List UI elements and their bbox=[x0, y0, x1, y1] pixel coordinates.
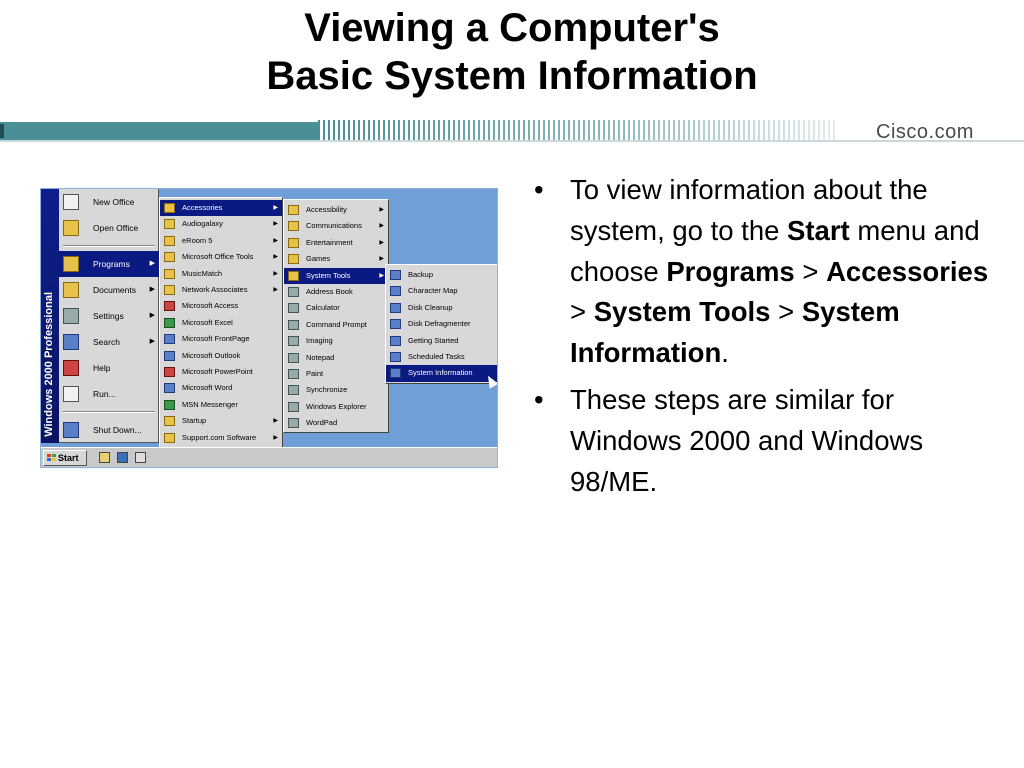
program-icon bbox=[390, 336, 401, 346]
menu-item-label: Microsoft Word bbox=[182, 383, 233, 393]
folder-icon bbox=[164, 219, 175, 229]
help-book-icon bbox=[63, 360, 79, 376]
start-button-label: Start bbox=[58, 453, 79, 463]
menu-separator bbox=[63, 411, 155, 413]
programs-item-support-com-software[interactable] bbox=[160, 430, 282, 446]
desktop-icon[interactable] bbox=[99, 452, 110, 463]
menu-item-label: Audiogalaxy bbox=[182, 219, 223, 229]
programs-item-accessories[interactable] bbox=[160, 200, 282, 216]
submenu-arrow-icon: ▶ bbox=[379, 256, 384, 263]
start-menu-item-open-office[interactable] bbox=[59, 215, 159, 241]
system-tools-item-backup[interactable] bbox=[386, 267, 498, 283]
accessories-item-entertainment[interactable] bbox=[284, 235, 388, 251]
accessories-item-synchronize[interactable] bbox=[284, 382, 388, 398]
submenu-arrow-icon: ▶ bbox=[379, 272, 384, 279]
bold-programs: Programs bbox=[666, 255, 795, 287]
program-icon bbox=[288, 418, 299, 428]
menu-item-label: Microsoft Outlook bbox=[182, 350, 241, 360]
start-menu-screenshot bbox=[40, 188, 498, 468]
program-icon bbox=[164, 301, 175, 311]
system-tools-item-disk-defragmenter[interactable] bbox=[386, 316, 498, 332]
system-tools-submenu bbox=[385, 264, 498, 384]
documents-folder-icon bbox=[63, 282, 79, 298]
bold-start: Start bbox=[787, 214, 850, 246]
folder-icon bbox=[288, 221, 299, 231]
menu-item-label: Calculator bbox=[306, 303, 340, 313]
accessories-item-calculator[interactable] bbox=[284, 300, 388, 316]
accessories-item-paint[interactable] bbox=[284, 366, 388, 382]
bold-system-information: System Information bbox=[570, 296, 900, 369]
menu-item-label: Programs bbox=[93, 259, 130, 269]
program-icon bbox=[288, 287, 299, 297]
program-icon bbox=[390, 368, 401, 378]
taskbar bbox=[41, 447, 497, 467]
submenu-arrow-icon: ▶ bbox=[149, 286, 155, 293]
submenu-arrow-icon: ▶ bbox=[149, 338, 155, 345]
submenu-arrow-icon: ▶ bbox=[379, 239, 384, 246]
menu-item-label: Scheduled Tasks bbox=[408, 352, 465, 361]
menu-item-label: Communications bbox=[306, 221, 362, 231]
bold-accessories: Accessories bbox=[826, 255, 989, 287]
program-icon bbox=[164, 318, 175, 328]
accessories-item-system-tools[interactable] bbox=[284, 268, 388, 284]
folder-icon bbox=[164, 433, 175, 443]
program-icon bbox=[288, 385, 299, 395]
bullet-text: To view information about the system, go to the bbox=[570, 174, 928, 246]
menu-item-label: Shut Down... bbox=[93, 425, 142, 435]
submenu-arrow-icon: ▶ bbox=[273, 254, 278, 261]
program-icon bbox=[164, 367, 175, 377]
program-icon bbox=[390, 303, 401, 313]
folder-icon bbox=[288, 238, 299, 248]
programs-item-microsoft-excel[interactable] bbox=[160, 315, 282, 331]
submenu-arrow-icon: ▶ bbox=[273, 287, 278, 293]
start-menu-item-documents[interactable] bbox=[59, 277, 159, 303]
menu-item-label: Microsoft PowerPoint bbox=[182, 367, 253, 376]
start-menu-item-programs[interactable] bbox=[59, 251, 159, 277]
programs-item-microsoft-outlook[interactable] bbox=[160, 348, 282, 364]
menu-item-label: Settings bbox=[93, 311, 124, 321]
program-icon bbox=[164, 351, 175, 361]
start-menu-item-run[interactable] bbox=[59, 381, 159, 407]
search-icon bbox=[63, 334, 79, 350]
system-tools-item-disk-cleanup[interactable] bbox=[386, 300, 498, 316]
bullet-dot: • bbox=[534, 174, 544, 205]
programs-folder-icon bbox=[63, 256, 79, 272]
office-doc-icon bbox=[63, 194, 79, 210]
submenu-arrow-icon: ▶ bbox=[273, 418, 278, 425]
submenu-arrow-icon: ▶ bbox=[379, 223, 384, 230]
menu-item-label: MusicMatch bbox=[182, 268, 223, 278]
bullet-list bbox=[528, 170, 998, 508]
accessories-item-notepad[interactable] bbox=[284, 350, 388, 366]
menu-item-label: Microsoft Access bbox=[182, 301, 239, 311]
start-menu-item-shut-down[interactable] bbox=[59, 417, 159, 443]
programs-item-microsoft-office-tools[interactable] bbox=[160, 249, 282, 265]
menu-item-label: Address Book bbox=[306, 287, 353, 296]
program-icon bbox=[288, 320, 299, 330]
submenu-arrow-icon: ▶ bbox=[273, 434, 278, 441]
program-icon bbox=[288, 303, 299, 313]
programs-item-microsoft-word[interactable] bbox=[160, 380, 282, 396]
menu-item-label: Accessories bbox=[182, 203, 223, 212]
start-menu-item-search[interactable] bbox=[59, 329, 159, 355]
programs-item-startup[interactable] bbox=[160, 413, 282, 429]
run-icon bbox=[63, 386, 79, 402]
period: . bbox=[721, 337, 729, 369]
menu-item-label: Synchronize bbox=[306, 385, 348, 395]
folder-icon bbox=[164, 285, 175, 295]
menu-item-label: Notepad bbox=[306, 352, 335, 362]
folder-icon bbox=[164, 203, 175, 213]
programs-submenu bbox=[159, 197, 283, 463]
submenu-arrow-icon: ▶ bbox=[379, 207, 384, 213]
folder-icon bbox=[164, 236, 175, 246]
system-tools-item-getting-started[interactable] bbox=[386, 333, 498, 349]
folder-icon bbox=[288, 254, 299, 264]
menu-item-label: Entertainment bbox=[306, 237, 353, 247]
menu-item-label: MSN Messenger bbox=[182, 399, 238, 409]
menu-item-label: Open Office bbox=[93, 223, 139, 233]
system-tools-item-scheduled-tasks[interactable] bbox=[386, 349, 498, 365]
menu-item-label: Character Map bbox=[408, 286, 458, 296]
header-bar-solid bbox=[0, 122, 318, 140]
title-line-2: Basic System Information bbox=[266, 54, 758, 98]
program-icon bbox=[164, 334, 175, 344]
bullet-text: These steps are similar for Windows 2000 and Windows 98/ME. bbox=[570, 383, 924, 497]
accessories-item-address-book[interactable] bbox=[284, 284, 388, 300]
menu-item-label: New Office bbox=[93, 197, 135, 207]
system-tools-item-system-information[interactable] bbox=[386, 365, 498, 381]
menu-item-label: Games bbox=[306, 254, 331, 264]
accessories-item-windows-explorer[interactable] bbox=[284, 399, 388, 415]
header-bar-base bbox=[0, 140, 1024, 142]
menu-item-label: Network Associates bbox=[182, 285, 248, 294]
menu-item-label: Help bbox=[93, 363, 111, 373]
programs-item-microsoft-powerpoint[interactable] bbox=[160, 364, 282, 380]
programs-item-eroom-5[interactable] bbox=[160, 233, 282, 249]
menu-item-label: System Information bbox=[408, 368, 473, 378]
menu-item-label: eRoom 5 bbox=[182, 235, 213, 245]
programs-item-msn-messenger[interactable] bbox=[160, 397, 282, 413]
menu-item-label: Microsoft Office Tools bbox=[182, 252, 254, 262]
menu-item-label: Paint bbox=[306, 369, 324, 378]
slide-title bbox=[0, 4, 1024, 100]
menu-item-label: Imaging bbox=[306, 336, 333, 346]
menu-item-label: System Tools bbox=[306, 270, 351, 280]
program-icon bbox=[288, 402, 299, 412]
menu-item-label: Disk Cleanup bbox=[408, 302, 453, 312]
header-bar-tick bbox=[0, 124, 4, 138]
folder-icon bbox=[288, 271, 299, 281]
menu-item-label: WordPad bbox=[306, 418, 338, 428]
programs-item-microsoft-frontpage[interactable] bbox=[160, 331, 282, 347]
submenu-arrow-icon: ▶ bbox=[273, 205, 278, 211]
accessories-item-communications[interactable] bbox=[284, 218, 388, 234]
programs-item-network-associates[interactable] bbox=[160, 282, 282, 298]
programs-item-microsoft-access[interactable] bbox=[160, 298, 282, 314]
program-icon bbox=[390, 319, 401, 329]
menu-item-label: Run... bbox=[93, 389, 116, 399]
program-icon bbox=[288, 353, 299, 363]
system-tools-item-character-map[interactable] bbox=[386, 283, 498, 299]
menu-item-label: Getting Started bbox=[408, 335, 459, 345]
menu-item-label: Accessibility bbox=[306, 205, 347, 214]
menu-separator bbox=[63, 245, 155, 247]
separator: > bbox=[794, 255, 827, 287]
bullet-item bbox=[528, 170, 998, 374]
program-icon bbox=[390, 270, 401, 280]
accessories-item-accessibility[interactable] bbox=[284, 202, 388, 218]
menu-item-label: Startup bbox=[182, 416, 207, 426]
header-bar-stripes bbox=[318, 120, 838, 142]
folder-icon bbox=[288, 205, 299, 215]
program-icon bbox=[390, 286, 401, 296]
accessories-item-command-prompt[interactable] bbox=[284, 317, 388, 333]
menu-item-label: Windows Explorer bbox=[306, 401, 367, 411]
separator: > bbox=[570, 296, 594, 328]
accessories-item-games[interactable] bbox=[284, 251, 388, 267]
header-bar bbox=[0, 118, 1024, 144]
menu-item-label: Backup bbox=[408, 270, 434, 279]
submenu-arrow-icon: ▶ bbox=[273, 221, 278, 228]
folder-icon bbox=[164, 252, 175, 262]
start-menu-item-new-office[interactable] bbox=[59, 189, 159, 215]
submenu-arrow-icon: ▶ bbox=[273, 270, 278, 277]
menu-item-label: Disk Defragmenter bbox=[408, 319, 471, 329]
bullet-text: menu and choose bbox=[570, 214, 980, 287]
accessories-item-imaging[interactable] bbox=[284, 333, 388, 349]
start-menu-item-settings[interactable] bbox=[59, 303, 159, 329]
menu-item-label: Search bbox=[93, 337, 120, 347]
side-band-text: Windows 2000 Professional bbox=[43, 292, 55, 437]
submenu-arrow-icon: ▶ bbox=[149, 312, 155, 319]
submenu-arrow-icon: ▶ bbox=[149, 260, 155, 267]
folder-icon bbox=[164, 416, 175, 426]
accessories-item-wordpad[interactable] bbox=[284, 415, 388, 431]
bullet-dot: • bbox=[534, 383, 544, 415]
programs-item-musicmatch[interactable] bbox=[160, 266, 282, 282]
separator: > bbox=[770, 296, 802, 328]
start-menu bbox=[41, 189, 159, 443]
title-line-1: Viewing a Computer's bbox=[304, 6, 720, 50]
program-icon bbox=[164, 400, 175, 410]
cisco-brand-logo: Cisco.com bbox=[876, 121, 974, 143]
menu-item-label: Support.com Software bbox=[182, 432, 257, 442]
folder-icon bbox=[164, 269, 175, 279]
network-icon[interactable] bbox=[135, 452, 146, 463]
accessories-submenu bbox=[283, 199, 389, 433]
menu-item-label: Microsoft FrontPage bbox=[182, 334, 250, 344]
menu-item-label: Documents bbox=[93, 285, 136, 295]
start-menu-item-help[interactable] bbox=[59, 355, 159, 381]
start-menu-side-band bbox=[41, 189, 59, 443]
program-icon bbox=[390, 352, 401, 362]
open-folder-icon bbox=[63, 220, 79, 236]
settings-icon bbox=[63, 308, 79, 324]
bold-system-tools: System Tools bbox=[593, 296, 771, 328]
menu-item-label: Command Prompt bbox=[306, 319, 367, 329]
windows-flag-icon bbox=[47, 454, 56, 462]
shutdown-icon bbox=[63, 422, 79, 438]
menu-item-label: Microsoft Excel bbox=[182, 317, 233, 327]
explorer-icon[interactable] bbox=[117, 452, 128, 463]
program-icon bbox=[288, 336, 299, 346]
bullet-item bbox=[528, 380, 998, 502]
start-button[interactable] bbox=[43, 450, 87, 466]
program-icon bbox=[164, 383, 175, 393]
submenu-arrow-icon: ▶ bbox=[273, 237, 278, 244]
program-icon bbox=[288, 369, 299, 379]
programs-item-audiogalaxy[interactable] bbox=[160, 216, 282, 232]
